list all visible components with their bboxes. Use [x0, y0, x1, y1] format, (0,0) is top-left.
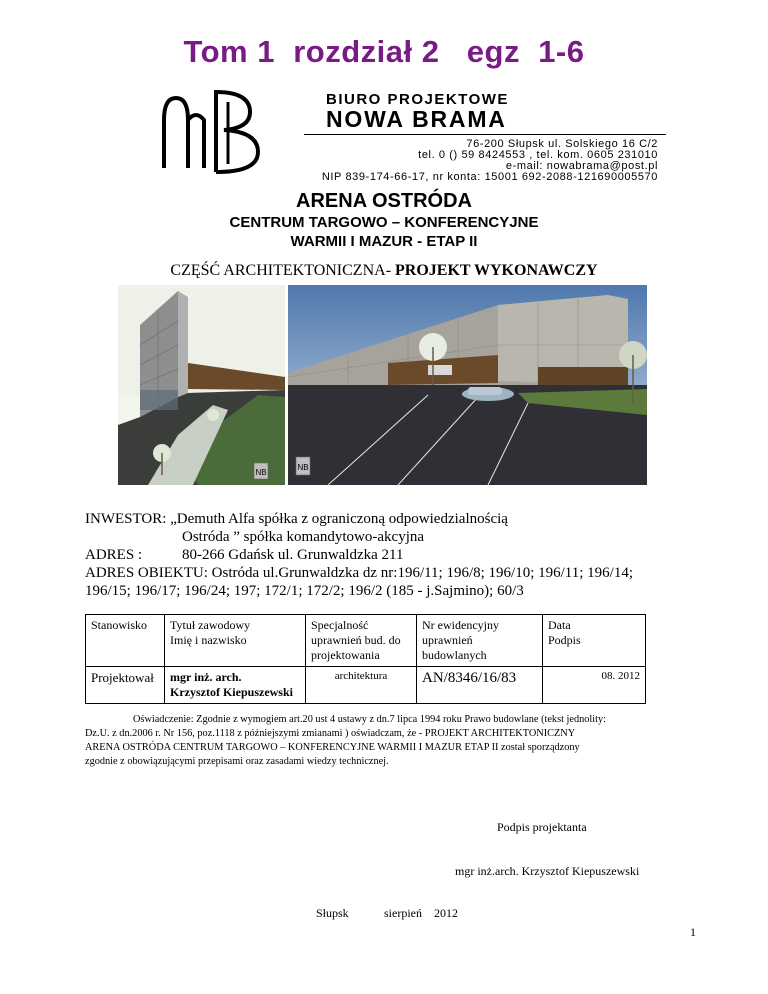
header-role-text: Stanowisko: [91, 618, 148, 632]
row-name-line1: mgr inż. arch.: [170, 670, 242, 684]
firm-nip: NIP 839-174-66-17, nr konta: 15001 692-2088-121690005570: [321, 171, 658, 183]
row-role: Projektował: [86, 667, 165, 704]
header-cell-specialty: Specjalność uprawnień bud. do projektowania: [306, 615, 417, 667]
investor-address-label: ADRES :: [85, 547, 143, 563]
row-specialty: architektura: [306, 667, 417, 704]
object-address-line-1: ADRES OBIEKTU: Ostróda ul.Grunwaldzka dz nr:196/11; 196/8; 196/10; 196/11; 196/14;: [85, 565, 634, 581]
statement-line-2: Dz.U. z dn.2006 r. Nr 156, poz.1118 z późniejszymi zmianami ) oświadczam, że - PROJEKT ARCHITEKTONICZNY: [85, 728, 576, 739]
render-left-logo-text: NB: [255, 468, 267, 477]
volume-title: Tom 1 rozdział 2 egz 1-6: [183, 34, 585, 69]
footer-year: 2012: [434, 906, 458, 920]
designer-statement: [85, 713, 685, 769]
row-date: 08. 2012: [543, 667, 646, 704]
page-number: 1: [690, 925, 696, 939]
firm-address: 76-200 Słupsk ul. Solskiego 16 C/2: [466, 138, 658, 150]
investor-line-2: Ostróda ” spółka komandytowo-akcyjna: [182, 529, 425, 545]
row-name: [165, 667, 306, 704]
statement-line-3: ARENA OSTRÓDA CENTRUM TARGOWO – KONFERENCYJNE WARMII I MAZUR ETAP II został sporządzony: [85, 742, 580, 753]
project-title: ARENA OSTRÓDA: [296, 190, 472, 212]
project-subtitle-2: WARMII I MAZUR - ETAP II: [290, 233, 478, 250]
render-right-logo-text: NB: [297, 463, 309, 472]
statement-line-4: zgodnie z obowiązującymi przepisami oraz zasadami wiedzy technicznej.: [85, 756, 389, 767]
statement-line-1: Oświadczenie: Zgodnie z wymogiem art.20 ust 4 ustawy z dn.7 lipca 1994 roku Prawo budowlane (tekst jednolity:: [133, 714, 606, 725]
investor-address-value: 80-266 Gdańsk ul. Grunwaldzka 211: [182, 547, 404, 563]
header-divider: [304, 134, 666, 135]
designer-table: [85, 614, 646, 704]
building-render-right: [288, 285, 647, 485]
firm-name-line1: BIURO PROJEKTOWE: [326, 91, 509, 108]
footer-month: sierpień: [384, 906, 422, 920]
building-render-left: [118, 285, 285, 485]
signature-label: Podpis projektanta: [497, 820, 587, 834]
firm-email: e-mail: nowabrama@post.pl: [505, 160, 658, 172]
signature-name: mgr inż.arch. Krzysztof Kiepuszewski: [455, 864, 640, 878]
table-row: [86, 667, 646, 704]
header-cell-name: Tytuł zawodowy Imię i nazwisko: [165, 615, 306, 667]
row-license: AN/8346/16/83: [417, 667, 543, 704]
nowa-brama-logo: [158, 80, 270, 180]
firm-phone: tel. 0 () 59 8424553 , tel. kom. 0605 231010: [418, 149, 658, 161]
header-cell-role: [86, 615, 165, 667]
footer-city: Słupsk: [316, 906, 349, 920]
row-name-line2: Krzysztof Kiepuszewski: [170, 685, 293, 699]
firm-name-line2: NOWA BRAMA: [326, 106, 507, 132]
investor-line-1: INWESTOR: „Demuth Alfa spółka z ograniczoną odpowiedzialnością: [85, 511, 508, 527]
project-subtitle-1: CENTRUM TARGOWO – KONFERENCYJNE: [229, 214, 539, 231]
header-cell-license: Nr ewidencyjny uprawnień budowlanych: [417, 615, 543, 667]
object-address-line-2: 196/15; 196/17; 196/24; 197; 172/1; 172/2; 196/2 (185 - j.Sajmino); 60/3: [85, 583, 524, 599]
header-cell-date: Data Podpis: [543, 615, 646, 667]
document-part-bold: PROJEKT WYKONAWCZY: [395, 262, 598, 279]
table-header-row: [86, 615, 646, 667]
document-part-prefix: CZĘŚĆ ARCHITEKTONICZNA-: [170, 262, 396, 279]
document-part: [0, 262, 768, 280]
